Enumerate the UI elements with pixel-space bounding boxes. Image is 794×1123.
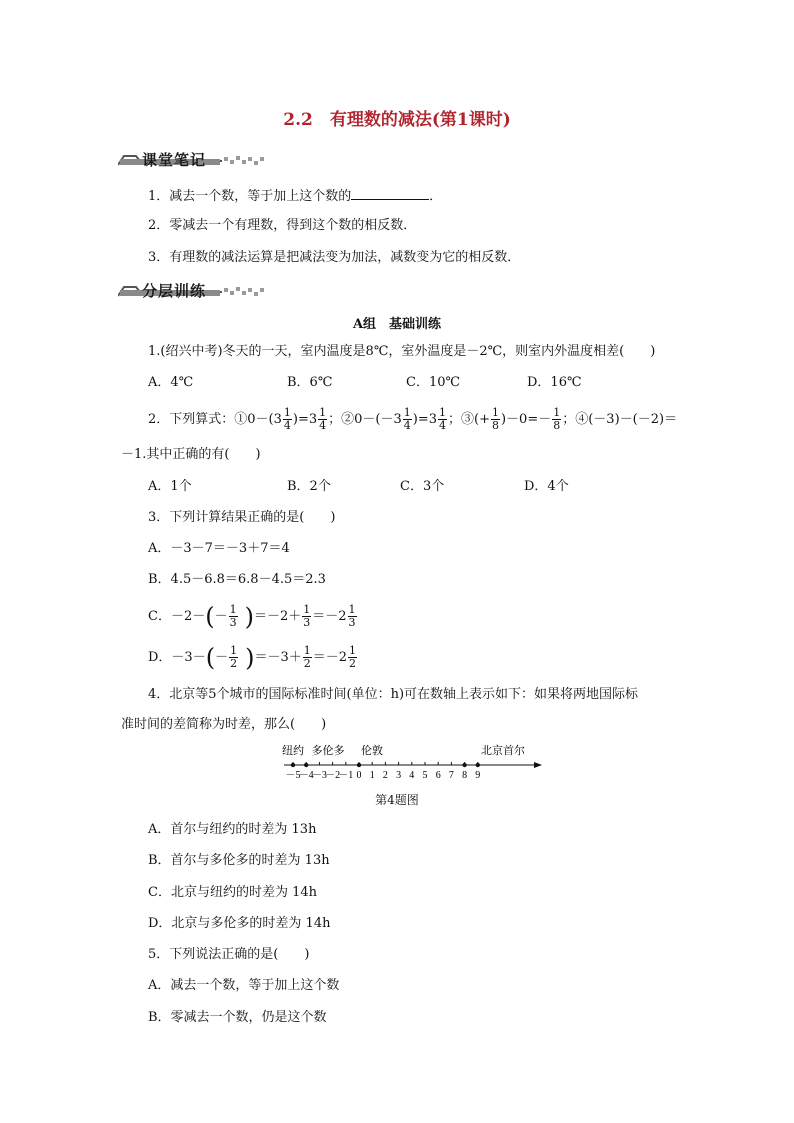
paren-left: ( [205, 602, 215, 631]
label-beijing-seoul: 北京首尔 [481, 745, 525, 757]
q3-c-text-3: ＝－2＋ [253, 609, 302, 624]
tick-label: 3 [396, 770, 402, 781]
city-point [462, 763, 466, 767]
q4-option-c[interactable]: C．北京与纽约的时差为 14h [148, 885, 317, 900]
fraction: $\frac{1}{4}$ [403, 406, 411, 432]
q3-d-text-4: ＝－2 [312, 650, 348, 665]
tick-label: 5 [422, 770, 428, 781]
fraction: $\frac{1}{2}$ [303, 644, 311, 670]
arrow-right-icon [534, 762, 542, 768]
label-london: 伦敦 [361, 745, 383, 757]
q3-c-text-1: C．－2－ [148, 609, 206, 624]
fraction: $\frac{1}{4}$ [283, 406, 291, 432]
fraction: $\frac{1}{8}$ [491, 406, 499, 432]
tick-label: 9 [475, 770, 481, 781]
q2-stem [148, 403, 677, 437]
paren-left: ( [205, 643, 216, 672]
q3-d-text-2: － [215, 650, 229, 665]
tick-label: 4 [409, 770, 415, 781]
fraction: $\frac{1}{2}$ [230, 644, 238, 670]
q2-text-3: ；②0－(－3 [328, 412, 402, 427]
q2-option-a[interactable]: A．1个 [148, 479, 192, 494]
q3-option-c[interactable] [148, 601, 358, 633]
q5-option-a[interactable]: A．减去一个数，等于加上这个数 [148, 978, 340, 993]
group-a-heading: A组 基础训练 [352, 317, 442, 332]
q3-option-a[interactable]: A．－3－7＝－3＋7＝4 [148, 541, 290, 556]
q3-option-d[interactable] [148, 642, 358, 674]
tick-label: 1 [369, 770, 375, 781]
figure-caption: 第4题图 [375, 793, 419, 807]
fraction: $\frac{1}{4}$ [319, 406, 327, 432]
fraction: $\frac{1}{8}$ [553, 406, 561, 432]
q2-text-6: )－0=－ [500, 412, 552, 427]
q2-text-5: ；③(+ [448, 412, 490, 427]
q2-option-b[interactable]: B．2个 [287, 479, 331, 494]
q1-option-a[interactable]: A．4℃ [148, 375, 194, 390]
section-header-training [118, 281, 206, 299]
q4-stem-line2: 准时间的差简称为时差，那么( ) [121, 717, 327, 732]
section-title-training: 分层训练 [142, 281, 207, 300]
city-point [291, 763, 295, 767]
fraction: $\frac{1}{4}$ [439, 406, 447, 432]
q1-option-b[interactable]: B．6℃ [287, 375, 333, 390]
tick-label: 2 [382, 770, 388, 781]
q2-text-2: )=3 [292, 412, 318, 427]
number-line-figure [270, 740, 550, 786]
q4-stem-line1: 4．北京等5个城市的国际标准时间(单位：h)可在数轴上表示如下：如果将两地国际标 [148, 687, 639, 702]
q5-stem: 5．下列说法正确的是( ) [148, 947, 310, 962]
tick-label: －4 [298, 770, 314, 781]
tick-label: －5 [285, 770, 301, 781]
answer-blank[interactable] [351, 187, 429, 200]
label-newyork: 纽约 [282, 745, 304, 757]
tick-label: 6 [435, 770, 441, 781]
tick-label: 8 [462, 770, 468, 781]
q4-option-a[interactable]: A．首尔与纽约的时差为 13h [148, 822, 317, 837]
q2-text-4: )=3 [412, 412, 438, 427]
city-point [357, 763, 361, 767]
q2-text-7: ；④(－3)－(－2)＝ [562, 412, 678, 427]
note-3: 3．有理数的减法运算是把减法变为加法，减数变为它的相反数． [148, 250, 521, 265]
fraction: $\frac{1}{3}$ [229, 603, 237, 629]
q3-d-text-1: D．－3－ [148, 650, 206, 665]
note-1-end: ． [429, 189, 443, 204]
q2-option-c[interactable]: C．3个 [400, 479, 445, 494]
label-toronto: 多伦多 [311, 745, 345, 757]
q3-stem: 3．下列计算结果正确的是( ) [148, 510, 336, 525]
city-point [304, 763, 308, 767]
tick-label: 7 [448, 770, 454, 781]
paren-right: ) [245, 643, 255, 672]
q1-option-c[interactable]: C．10℃ [406, 375, 461, 390]
fraction: $\frac{1}{3}$ [303, 603, 311, 629]
q1-stem: 1.(绍兴中考)冬天的一天，室内温度是8℃，室外温度是－2℃，则室内外温度相差( ) [148, 344, 656, 359]
tick-label: －3 [311, 770, 327, 781]
paren-right: ) [244, 602, 254, 631]
q1-option-d[interactable]: D．16℃ [527, 375, 582, 390]
section-header-notes [118, 150, 206, 168]
q3-c-text-4: ＝－2 [312, 609, 347, 624]
q3-d-text-3: ＝－3＋ [254, 650, 302, 665]
page-title: 2.2 有理数的减法(第1课时) [283, 110, 511, 130]
q3-c-text-2: － [214, 609, 228, 624]
q4-option-d[interactable]: D．北京与多伦多的时差为 14h [148, 916, 331, 931]
fraction: $\frac{1}{3}$ [348, 603, 356, 629]
fraction: $\frac{1}{2}$ [349, 644, 357, 670]
section-title-notes: 课堂笔记 [142, 150, 207, 169]
note-2: 2．零减去一个有理数，得到这个数的相反数． [148, 218, 417, 233]
tick-label: －1 [338, 770, 354, 781]
q2-option-d[interactable]: D．4个 [524, 479, 569, 494]
q3-option-b[interactable]: B．4.5－6.8＝6.8－4.5＝2.3 [148, 572, 326, 587]
q2-stem-line2: －1.其中正确的有( ) [121, 447, 261, 462]
q5-option-b[interactable]: B．零减去一个数，仍是这个数 [148, 1010, 327, 1025]
note-1 [148, 187, 442, 206]
tick-label: －2 [325, 770, 341, 781]
city-point [476, 763, 480, 767]
q2-text-1: 2．下列算式：①0－(3 [148, 412, 282, 427]
tick-label: 0 [356, 770, 362, 781]
note-1-text: 1．减去一个数，等于加上这个数的 [148, 189, 352, 204]
q4-option-b[interactable]: B．首尔与多伦多的时差为 13h [148, 853, 330, 868]
